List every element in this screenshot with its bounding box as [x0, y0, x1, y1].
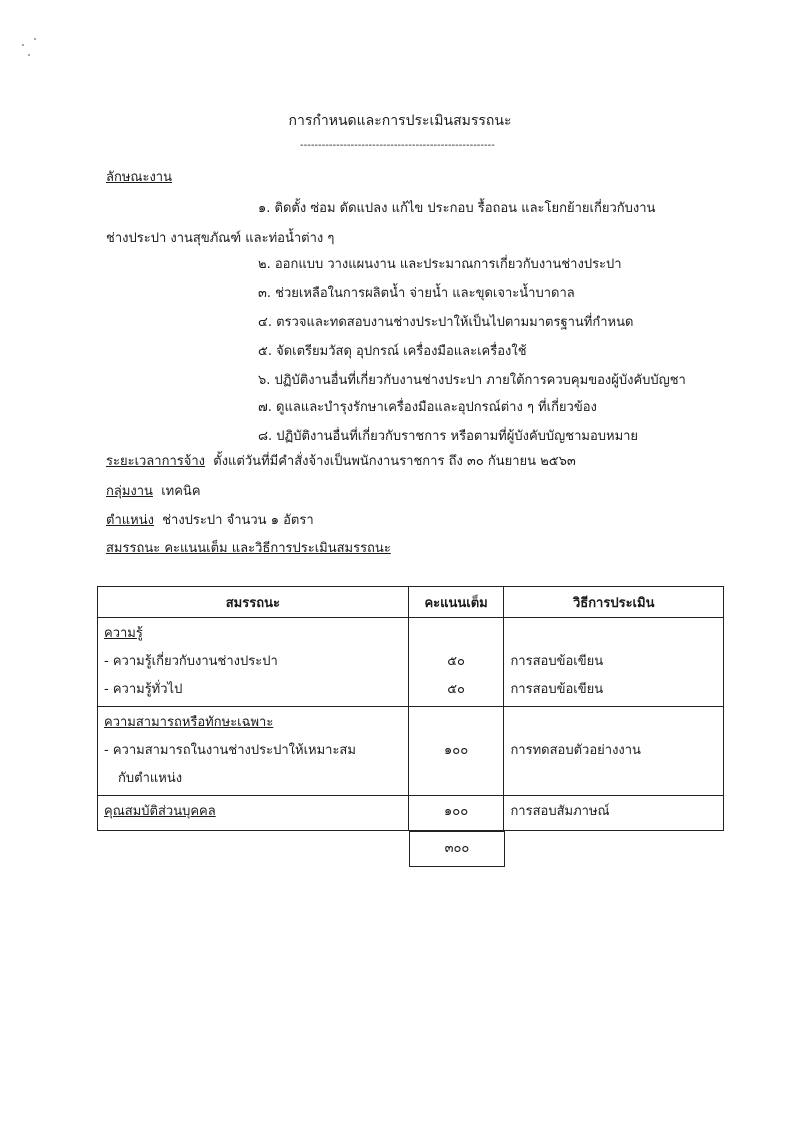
document-title: การกำหนดและการประเมินสมรรถนะ [288, 113, 512, 129]
header-competency: สมรรถนะ [98, 587, 409, 618]
ability-item-line-1: - ความสามารถในงานช่างประปาให้เหมาะสม [104, 743, 356, 758]
job-item: ๘. ปฏิบัติงานอื่นที่เกี่ยวกับราชการ หรือตามที่ผู้บังคับบัญชามอบหมาย [258, 429, 639, 444]
table-row-ability [98, 707, 724, 796]
knowledge-score: ๕๐ [447, 682, 465, 697]
knowledge-item: - ความรู้ทั่วไป [104, 682, 183, 697]
ability-title: ความสามารถหรือทักษะเฉพาะ [104, 715, 274, 730]
ability-cell [98, 707, 409, 796]
personal-score: ๑๐๐ [444, 804, 469, 819]
personal-title: คุณสมบัติส่วนบุคคล [104, 804, 216, 819]
job-item: ๔. ตรวจและทดสอบงานช่างประปาให้เป็นไปตามมาตรฐานที่กำหนด [258, 315, 634, 330]
ability-score: ๑๐๐ [444, 743, 469, 758]
knowledge-method: การสอบข้อเขียน [510, 682, 604, 697]
job-item-1-line-2: ช่างประปา งานสุขภัณฑ์ และท่อน้ำต่าง ๆ [106, 231, 335, 246]
competency-heading: สมรรถนะ คะแนนเต็ม และวิธีการประเมินสมรรถนะ [106, 541, 391, 556]
ability-method-cell [504, 707, 724, 796]
job-item: ๕. จัดเตรียมวัสดุ อุปกรณ์ เครื่องมือและเครื่องใช้ [258, 344, 527, 359]
work-group-label: กลุ่มงาน [106, 484, 153, 499]
job-item: ๒. ออกแบบ วางแผนงาน และประมาณการเกี่ยวกับงานช่างประปา [258, 257, 622, 272]
personal-method: การสอบสัมภาษณ์ [510, 804, 610, 819]
position [106, 509, 314, 530]
position-label: ตำแหน่ง [106, 513, 154, 528]
table-row-personal [98, 796, 724, 831]
position-value: ช่างประปา จำนวน ๑ อัตรา [162, 513, 314, 528]
job-characteristics-heading: ลักษณะงาน [106, 170, 172, 185]
knowledge-cell [98, 618, 409, 707]
knowledge-score-cell [408, 618, 504, 707]
scan-speck [28, 54, 30, 56]
table-row-knowledge [98, 618, 724, 707]
competency-table [97, 586, 724, 831]
job-item: ๗. ดูแลและบำรุงรักษาเครื่องมือและอุปกรณ์ต่าง ๆ ที่เกี่ยวข้อง [258, 400, 597, 415]
ability-item-line-2: กับตำแหน่ง [118, 771, 183, 786]
header-full-score: คะแนนเต็ม [408, 587, 504, 618]
knowledge-item: - ความรู้เกี่ยวกับงานช่างประปา [104, 654, 278, 669]
knowledge-title: ความรู้ [104, 626, 143, 641]
knowledge-method-cell [504, 618, 724, 707]
employment-period [106, 450, 576, 471]
scan-speck [34, 38, 36, 40]
job-item-1-line-1: ๑. ติดตั้ง ซ่อม ดัดแปลง แก้ไข ประกอบ รื้อถอน และโยกย้ายเกี่ยวกับงาน [258, 201, 656, 216]
title-divider: ------------------------------------------------------ [300, 140, 495, 151]
knowledge-method: การสอบข้อเขียน [510, 654, 604, 669]
total-score: ๓๐๐ [409, 831, 505, 867]
scan-speck [22, 44, 24, 46]
personal-method-cell [504, 796, 724, 831]
table-header-row [98, 587, 724, 618]
job-item: ๓. ช่วยเหลือในการผลิตน้ำ จ่ายน้ำ และขุดเจาะน้ำบาดาล [258, 286, 575, 301]
ability-score-cell [408, 707, 504, 796]
employment-period-label: ระยะเวลาการจ้าง [106, 454, 205, 469]
work-group-value: เทคนิค [161, 484, 201, 499]
work-group [106, 480, 201, 501]
header-method: วิธีการประเมิน [504, 587, 724, 618]
personal-cell [98, 796, 409, 831]
ability-method: การทดสอบตัวอย่างงาน [510, 743, 641, 758]
personal-score-cell [408, 796, 504, 831]
knowledge-score: ๕๐ [447, 654, 465, 669]
employment-period-value: ตั้งแต่วันที่มีคำสั่งจ้างเป็นพนักงานราชการ ถึง ๓๐ กันยายน ๒๕๖๓ [213, 454, 576, 469]
job-item: ๖. ปฏิบัติงานอื่นที่เกี่ยวกับงานช่างประปา ภายใต้การควบคุมของผู้บังคับบัญชา [258, 373, 686, 388]
